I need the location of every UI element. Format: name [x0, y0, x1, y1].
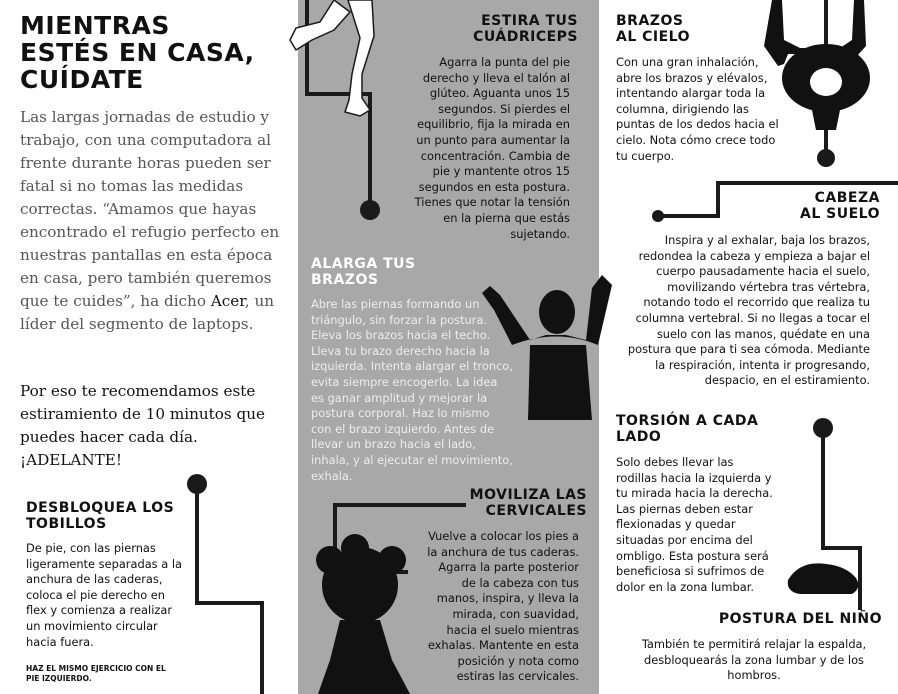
heading-line: TOBILLOS — [26, 516, 107, 532]
page-title — [20, 12, 290, 93]
cervicales-text: Vuelve a colocar los pies a la anchura de tus caderas. Agarra la parte posterior de la cabeza con tus manos, inspira, y lleva la mirada, con suavidad, hacia el suelo mientras exhalas. Mantente en esta posición y nota como estiras las cervicales. — [427, 529, 579, 684]
heading-line: LADO — [616, 429, 662, 445]
heading-line: BRAZOS — [311, 272, 379, 288]
tobillos-heading — [26, 500, 196, 532]
connector-dot — [817, 149, 835, 167]
connector-dot — [187, 474, 207, 494]
connector-line-left — [197, 484, 262, 694]
heading-line: AL CIELO — [616, 29, 690, 45]
brazos-text: Abre las piernas formando un triángulo, sin forzar la postura. Eleva los brazos hacia el techo. Lleva tu brazo derecho hacia la izquierda. Intenta alargar el tronco, evita siempre encogerlo. La idea es ganar amplitud y mejorar la postura corporal. Haz lo mismo con el brazo izquierdo. Antes de llevar un brazo hacia el lado, inhala, y al ejecutar el movimiento, exhala. — [311, 297, 513, 483]
title-line: ESTÉS EN CASA, — [20, 38, 255, 67]
child-pose-figure-icon — [788, 563, 859, 594]
intro-paragraph — [20, 106, 292, 336]
cervicales-heading — [440, 487, 587, 519]
intro-call-to-action: Por eso te recomendamos este estiramiento de 10 minutos que puedes hacer cada día. ¡ADELANTE! — [20, 382, 266, 469]
heading-line: CABEZA — [814, 190, 880, 206]
connector-dot — [652, 210, 664, 222]
intro-text-end: , un líder del segmento de laptops. — [20, 292, 275, 333]
legs-figure-icon — [290, 0, 374, 116]
connector-dot — [813, 418, 833, 438]
nino-heading: POSTURA DEL NIÑO — [718, 611, 882, 627]
suelo-text: Inspira y al exhalar, baja los brazos, redondea la cabeza y empieza a bajar el cuerpo pausadamente hacia el suelo, movilizando vértebra tras vértebra, notando todo el recorrido que realiza tu columna vertebral. Si no llegas a tocar el suelo con las manos, quédate en una postura que para ti sea cómoda. Mediante la respiración, intenta ir progresando, despacio, en el estiramiento. — [627, 233, 870, 388]
heading-line: ESTIRA TUS — [481, 13, 578, 29]
heading-line: TORSIÓN A CADA — [616, 413, 759, 429]
heading-line: ALARGA TUS — [311, 256, 416, 272]
heading-line: BRAZOS — [616, 13, 684, 29]
suelo-heading — [740, 190, 880, 222]
tobillos-text: De pie, con las piernas ligeramente separadas a la anchura de las caderas, coloca el pie derecho en flex y comienza a realizar un movimiento circular hacia fuera. — [26, 541, 182, 649]
connector-dot — [360, 200, 380, 220]
neck-stretch-figure-icon — [316, 534, 410, 694]
heading-line: CUÁDRICEPS — [473, 29, 578, 45]
title-line: MIENTRAS — [20, 11, 170, 40]
tobillos-note: HAZ EL MISMO EJERCICIO CON EL PIE IZQUIERDO. — [26, 664, 166, 683]
heading-line: AL SUELO — [800, 206, 880, 222]
heading-line: MOVILIZA LAS — [469, 487, 587, 503]
nino-text: También te permitirá relajar la espalda, desbloquearás la zona lumbar y de los hombros. — [641, 637, 867, 683]
brazos-heading — [311, 256, 431, 288]
title-line: CUÍDATE — [20, 65, 144, 94]
torsion-heading — [616, 413, 776, 445]
heading-line: CERVICALES — [485, 503, 587, 519]
torsion-text: Solo debes llevar las rodillas hacia la izquierda y tu mirada hacia la derecha. Las piernas deben estar flexionadas y quedar situadas por encima del ombligo. Esta postura será beneficiosa si sufrimos de dolor en la zona lumbar. — [616, 455, 773, 594]
cielo-heading — [616, 13, 736, 45]
brand-name: Acer — [210, 292, 245, 310]
intro-text: Las largas jornadas de estudio y trabajo, con una computadora al frente durante horas pueden ser fatal si no tomas las medidas correctas. “Amamos que hayas encontrado el refugio perfecto en nuestras pantallas en esta época en casa, pero también queremos que te cuides”, ha dicho — [20, 108, 280, 310]
cielo-text: Con una gran inhalación, abre los brazos y elévalos, intentando alargar toda la columna, dirigiendo las puntas de los dedos hacia el cielo. Nota cómo crece todo tu cuerpo. — [616, 55, 779, 163]
heading-line: DESBLOQUEA LOS — [26, 500, 175, 516]
cuadriceps-heading — [430, 13, 578, 45]
cuadriceps-text: Agarra la punta del pie derecho y lleva el talón al glúteo. Aguanta unos 15 segundos. Si pierdes el equilibrio, fija la mirada en un punto para aumentar la concentración. Cambia de pie y mantente otros 15 segundos en esta postura. Tienes que notar la tensión en la pierna que estás sujetando. — [414, 55, 570, 241]
